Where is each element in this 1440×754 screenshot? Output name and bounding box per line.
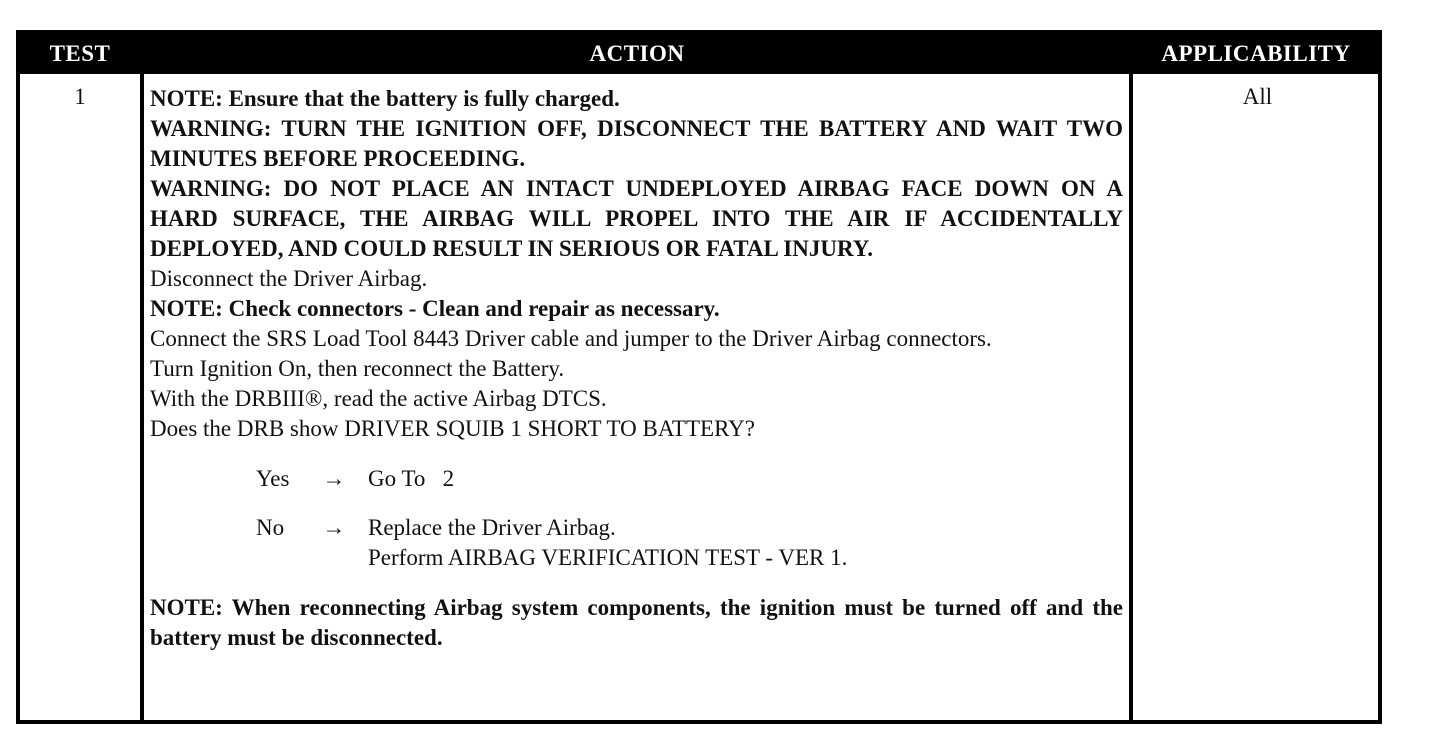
yes-result: Go To 2 — [368, 466, 455, 491]
action-cell — [150, 84, 1123, 653]
note-battery: NOTE: Ensure that the battery is fully charged. — [150, 86, 620, 111]
diagnostic-test-table — [16, 30, 1382, 724]
arrow-icon: → — [322, 515, 346, 540]
step-disconnect: Disconnect the Driver Airbag. — [150, 266, 428, 291]
no-label: No — [256, 515, 285, 540]
test-question: Does the DRB show DRIVER SQUIB 1 SHORT TO BATTERY? — [150, 416, 755, 441]
no-result-line2: Perform AIRBAG VERIFICATION TEST - VER 1. — [368, 545, 848, 570]
no-result-line1: Replace the Driver Airbag. — [368, 515, 616, 540]
warning-airbag: WARNING: DO NOT PLACE AN INTACT UNDEPLOYED AIRBAG FACE DOWN ON A HARD SURFACE, THE AIRBAG WILL PROPEL INTO THE AIR IF ACCIDENTALLY DEPLOYED, AND COULD RESULT IN SERIOUS OR FATAL INJURY. — [150, 176, 1123, 261]
column-divider — [1129, 74, 1133, 720]
column-divider — [140, 74, 144, 720]
step-connect-tool: Connect the SRS Load Tool 8443 Driver cable and jumper to the Driver Airbag connectors. — [150, 326, 992, 351]
header-test: TEST — [49, 41, 111, 66]
warning-ignition: WARNING: TURN THE IGNITION OFF, DISCONNECT THE BATTERY AND WAIT TWO MINUTES BEFORE PROCEEDING. — [150, 116, 1123, 171]
no-result — [368, 513, 1123, 573]
branch-yes — [256, 464, 1123, 494]
branch-no — [256, 513, 1123, 573]
step-ignition-on: Turn Ignition On, then reconnect the Battery. — [150, 356, 565, 381]
applicability-value: All — [1242, 84, 1273, 109]
step-read-dtcs: With the DRBIII®, read the active Airbag DTCS. — [150, 386, 607, 411]
table-header — [20, 34, 1378, 74]
header-action: ACTION — [589, 41, 685, 66]
note-connectors: NOTE: Check connectors - Clean and repair as necessary. — [150, 296, 720, 321]
yes-label: Yes — [256, 466, 290, 491]
note-reconnecting: NOTE: When reconnecting Airbag system components, the ignition must be turned off and the battery must be disconnected. — [150, 595, 1123, 650]
header-applicability: APPLICABILITY — [1161, 41, 1351, 66]
arrow-icon: → — [322, 466, 346, 491]
test-number: 1 — [74, 84, 86, 109]
